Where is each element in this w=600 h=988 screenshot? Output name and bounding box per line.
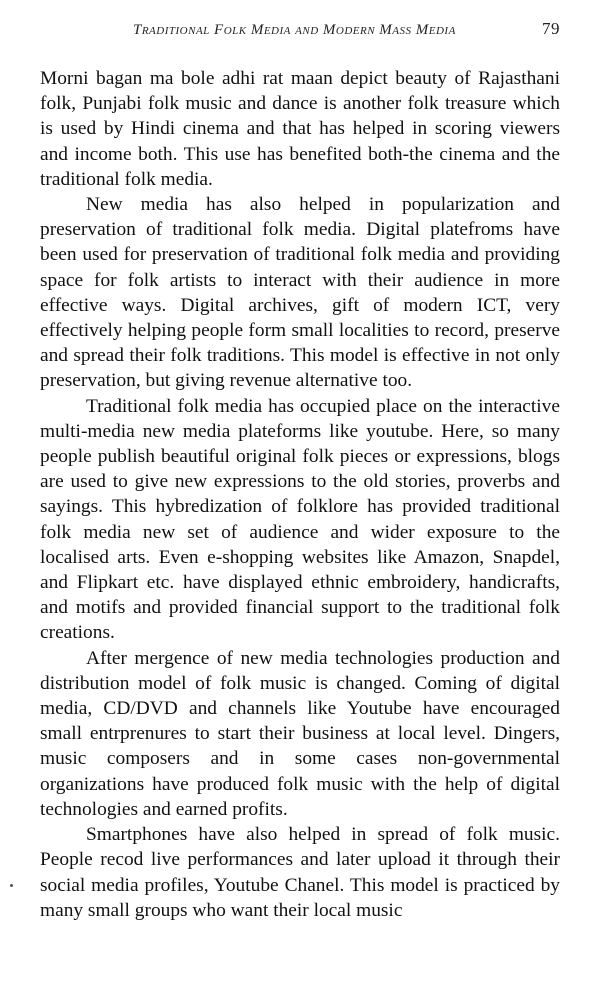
- paragraph: After mergence of new media technologies production and distribution model of folk music is changed. Coming of digital media, CD/DVD and channels like Youtube have encouraged small entrprenures to start their business at local level. Dingers, music composers and in some cases non-governmental organizations have produced folk music with the help of digital technologies and earned profits.: [40, 647, 560, 820]
- running-head-title: Traditional Folk Media and Modern Mass Media: [133, 22, 456, 38]
- paragraph: Smartphones have also helped in spread of folk music. People recod live performances and later upload it through their social media profiles, Youtube Chanel. This model is practiced by many small groups who want their local music: [40, 824, 560, 921]
- running-head: [40, 18, 560, 44]
- paragraph: New media has also helped in popularization and preservation of traditional folk media. Digital platefroms have been used for preservation of traditional folk media and providing space for folk artists to interact with their audience in more effective ways. Digital archives, gift of modern ICT, very effectively helping people form small localities to record, preserve and spread their folk traditions. This model is effective in not only preservation, but giving revenue alternative too.: [40, 194, 560, 392]
- page-number: 79: [542, 19, 560, 38]
- paragraph: Traditional folk media has occupied place on the interactive multi-media new media plateforms like youtube. Here, so many people publish beautiful original folk pieces or expressions, blogs are used to give new expressions to the old stories, proverbs and sayings. This hybredization of folklore has provided traditional folk media new set of audience and wider exposure to the localised arts. Even e-shopping websites like Amazon, Snapdel, and Flipkart etc. have displayed ethnic embroidery, handicrafts, and motifs and provided financial support to the traditional folk creations.: [40, 395, 560, 644]
- paragraph: Morni bagan ma bole adhi rat maan depict beauty of Rajasthani folk, Punjabi folk music and dance is another folk treasure which is used by Hindi cinema and that has helped in scoring viewers and income both. This use has benefited both-the cinema and the traditional folk media.: [40, 68, 560, 190]
- body-text: [40, 66, 560, 923]
- margin-mark: [10, 884, 13, 887]
